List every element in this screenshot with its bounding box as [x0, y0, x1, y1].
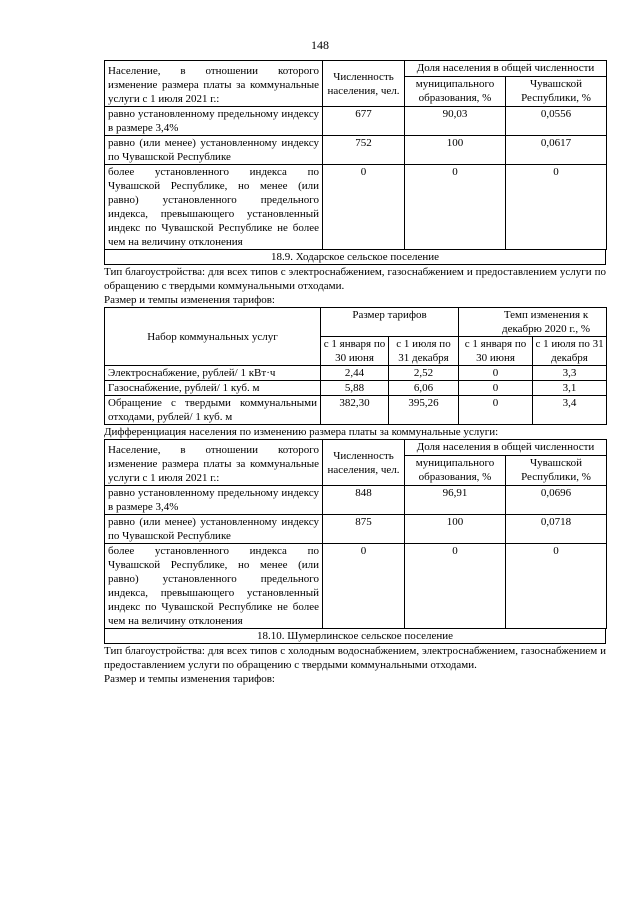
- tariff-header-services: Набор коммунальных услуг: [105, 308, 321, 366]
- row-label: равно установленному предельному индексу в размере 3,4%: [105, 107, 323, 136]
- diff-header-population: Население, в отношении которого изменение размера платы за коммунальные услуги с 1 июля 2021 г.:: [105, 61, 323, 107]
- row-municipal: 100: [405, 515, 506, 544]
- tariff-header-size: Размер тарифов: [321, 308, 459, 337]
- table-row: [105, 381, 607, 396]
- row-label: равно установленному предельному индексу в размере 3,4%: [105, 486, 323, 515]
- row-municipal: 90,03: [405, 107, 506, 136]
- diff-header-chuvash: Чувашской Республики, %: [506, 76, 607, 106]
- table-row: [105, 486, 607, 515]
- improvement-type-c: Тип благоустройства: для всех типов с холодным водоснабжением, электроснабжением, газоснабжением и предоставлением услуги по обращению с твердыми коммунальными отходами.: [104, 645, 606, 671]
- tariff-rate-h1: 0: [459, 366, 533, 381]
- table-row: [105, 396, 607, 425]
- tariff-service: Электроснабжение, рублей/ 1 кВт·ч: [105, 366, 321, 381]
- tariff-size-h2: 395,26: [389, 396, 459, 425]
- tariff-rate-h2: 3,1: [533, 381, 607, 396]
- row-municipal: 0: [405, 544, 506, 629]
- tariff-header-jul-dec: с 1 июля по 31 декабря: [389, 337, 459, 366]
- row-count: 848: [323, 486, 405, 515]
- table-row: [105, 366, 607, 381]
- tariff-size-h2: 6,06: [389, 381, 459, 396]
- diff-header-share: Доля населения в общей численности: [405, 440, 607, 456]
- tariff-size-h1: 5,88: [321, 381, 389, 396]
- rate-header-jul-dec: с 1 июля по 31 декабря: [533, 337, 607, 366]
- tariffs-heading-c: Размер и темпы изменения тарифов:: [104, 673, 275, 685]
- improvement-type-b: Тип благоустройства: для всех типов с электроснабжением, газоснабжением и предоставлением услуги по обращению с твердыми коммунальными отходами.: [104, 266, 606, 292]
- row-municipal: 96,91: [405, 486, 506, 515]
- row-count: 0: [323, 544, 405, 629]
- table-row: [105, 136, 607, 165]
- row-chuvash: 0,0718: [506, 515, 607, 544]
- row-municipal: 0: [405, 165, 506, 250]
- diff-header-municipal: муниципального образования, %: [405, 76, 506, 106]
- row-municipal: 100: [405, 136, 506, 165]
- rate-header-jan-jun: с 1 января по 30 июня: [459, 337, 533, 366]
- row-chuvash: 0,0556: [506, 107, 607, 136]
- row-label: равно (или менее) установленному индексу по Чувашской Республике: [105, 515, 323, 544]
- tariff-table: [104, 307, 607, 425]
- diff-header-chuvash: Чувашской Республики, %: [506, 455, 607, 485]
- tariff-service: Газоснабжение, рублей/ 1 куб. м: [105, 381, 321, 396]
- tariff-service: Обращение с твердыми коммунальными отходами, рублей/ 1 куб. м: [105, 396, 321, 425]
- section-title-khodarskoe: 18.9. Ходарское сельское поселение: [104, 250, 606, 265]
- diff-header-municipal: муниципального образования, %: [405, 455, 506, 485]
- diff-header-population: Население, в отношении которого изменение размера платы за коммунальные услуги с 1 июля 2021 г.:: [105, 440, 323, 486]
- row-chuvash: 0,0617: [506, 136, 607, 165]
- table-row: [105, 165, 607, 250]
- row-count: 875: [323, 515, 405, 544]
- row-count: 0: [323, 165, 405, 250]
- row-chuvash: 0: [506, 544, 607, 629]
- row-chuvash: 0,0696: [506, 486, 607, 515]
- diff-heading-b: Дифференциация населения по изменению размера платы за коммунальные услуги:: [104, 426, 499, 438]
- tariff-header-jan-jun: с 1 января по 30 июня: [321, 337, 389, 366]
- diff-header-count: Численность населения, чел.: [323, 61, 405, 107]
- tariff-header-rate: Темп изменения к декабрю 2020 г., %: [459, 308, 607, 337]
- row-label: более установленного индекса по Чувашской Республике, но менее (или равно) установленного предельного индекса, превышающего установленный индекс по Чувашской Республике не более чем на величину отклонения: [105, 544, 323, 629]
- row-count: 677: [323, 107, 405, 136]
- tariff-size-h1: 382,30: [321, 396, 389, 425]
- row-chuvash: 0: [506, 165, 607, 250]
- tariff-size-h1: 2,44: [321, 366, 389, 381]
- tariff-rate-h1: 0: [459, 381, 533, 396]
- table-row: [105, 544, 607, 629]
- tariff-size-h2: 2,52: [389, 366, 459, 381]
- row-label: более установленного индекса по Чувашской Республике, но менее (или равно) установленного предельного индекса, превышающего установленный индекс по Чувашской Республике не более чем на величину отклонения: [105, 165, 323, 250]
- tariffs-heading-b: Размер и темпы изменения тарифов:: [104, 294, 275, 306]
- tariff-rate-h2: 3,4: [533, 396, 607, 425]
- diff-header-count: Численность населения, чел.: [323, 440, 405, 486]
- diff-table-a: [104, 60, 607, 250]
- row-label: равно (или менее) установленному индексу по Чувашской Республике: [105, 136, 323, 165]
- diff-header-share: Доля населения в общей численности: [405, 61, 607, 77]
- table-row: [105, 107, 607, 136]
- section-title-shumerlinskoe: 18.10. Шумерлинское сельское поселение: [104, 629, 606, 644]
- page-number: 148: [311, 38, 329, 52]
- row-count: 752: [323, 136, 405, 165]
- tariff-rate-h1: 0: [459, 396, 533, 425]
- table-row: [105, 515, 607, 544]
- diff-table-b: [104, 439, 607, 629]
- document-body: [104, 60, 606, 686]
- tariff-rate-h2: 3,3: [533, 366, 607, 381]
